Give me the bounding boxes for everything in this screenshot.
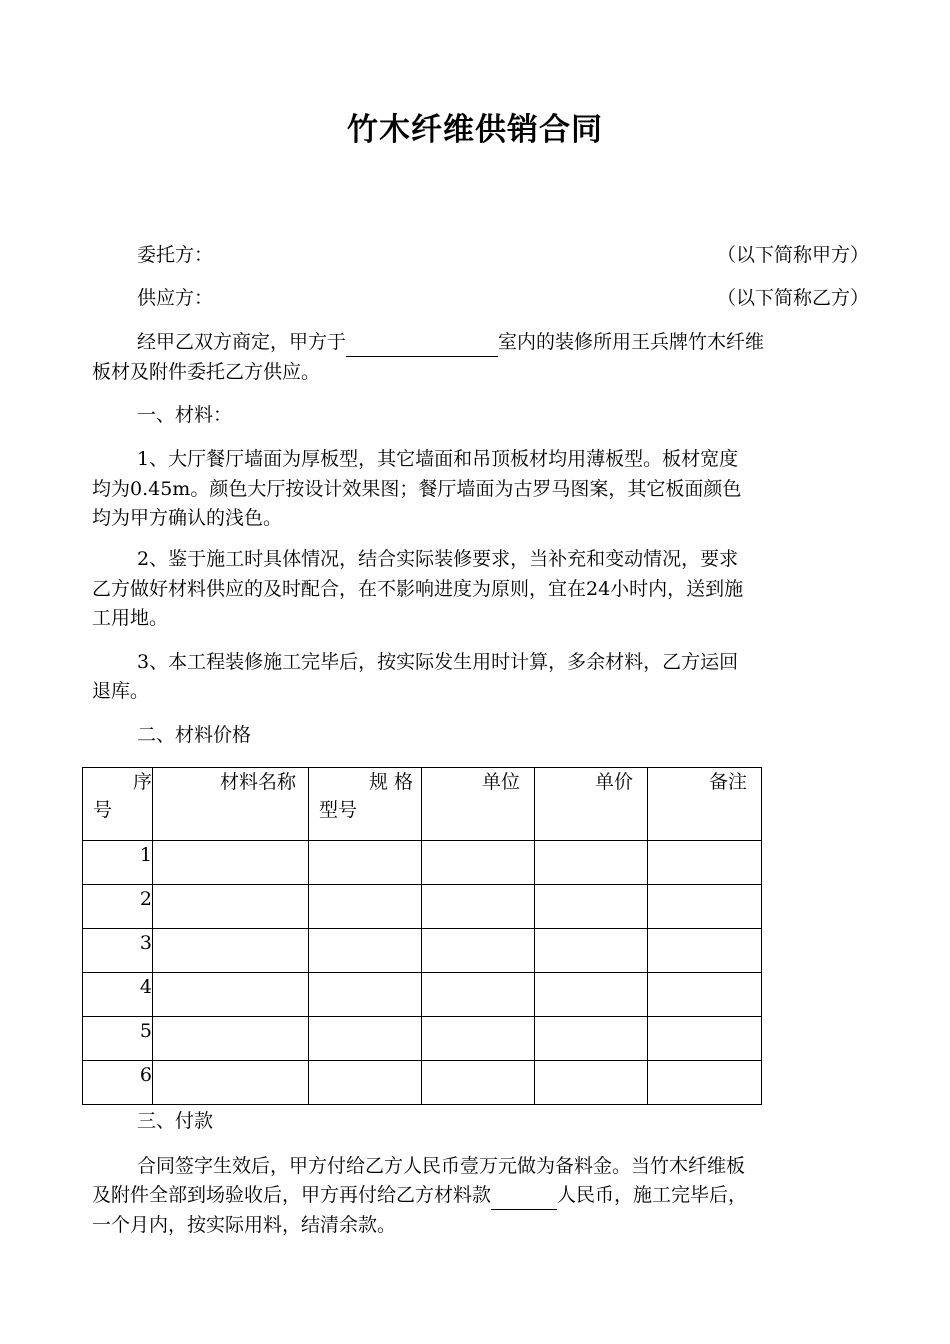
material-name-cell[interactable] [153, 841, 309, 885]
unit-cell[interactable] [422, 885, 535, 929]
table-row [83, 841, 762, 885]
supplier-note: （以下简称乙方） [717, 287, 870, 309]
material-item3-line1: 3、本工程装修施工完毕后，按实际发生用时计算，多余材料，乙方运回 [137, 651, 739, 673]
client-label: 委托方： [137, 244, 214, 266]
unit-cell[interactable] [422, 841, 535, 885]
price-cell[interactable] [535, 1061, 648, 1105]
spec-cell[interactable] [309, 841, 422, 885]
material-name-cell[interactable] [153, 973, 309, 1017]
material-item1-line2: 均为0.45m。颜色大厅按设计效果图；餐厅墙面为古罗马图案，其它板面颜色 [92, 478, 742, 500]
header-price: 单价 [594, 771, 633, 793]
row-number: 3 [83, 929, 153, 973]
spec-cell[interactable] [309, 973, 422, 1017]
unit-cell[interactable] [422, 973, 535, 1017]
client-note: （以下简称甲方） [717, 244, 870, 266]
material-item2-line2: 乙方做好材料供应的及时配合，在不影响进度为原则，宜在24小时内，送到施 [92, 578, 744, 600]
payment-line-3: 一个月内，按实际用料，结清余款。 [92, 1214, 397, 1236]
note-cell[interactable] [648, 929, 762, 973]
intro-line-1 [92, 327, 905, 357]
header-price-cell [535, 768, 648, 841]
spec-cell[interactable] [309, 929, 422, 973]
header-spec-cell [309, 768, 422, 841]
material-name-cell[interactable] [153, 929, 309, 973]
unit-cell[interactable] [422, 1061, 535, 1105]
note-cell[interactable] [648, 841, 762, 885]
material-item2-line3: 工用地。 [92, 607, 169, 629]
spec-cell[interactable] [309, 1061, 422, 1105]
header-note-cell [648, 768, 762, 841]
section1-heading: 一、材料： [137, 404, 233, 426]
unit-cell[interactable] [422, 1017, 535, 1061]
payment-text-b: 人民币，施工完毕后， [557, 1184, 748, 1206]
table-row [83, 973, 762, 1017]
header-note: 备注 [708, 771, 747, 793]
table-row [83, 1061, 762, 1105]
note-cell[interactable] [648, 885, 762, 929]
row-number: 2 [83, 885, 153, 929]
intro-line-2: 板材及附件委托乙方供应。 [92, 361, 321, 383]
header-unit-cell [422, 768, 535, 841]
table-row [83, 885, 762, 929]
location-blank [346, 334, 498, 357]
document-title: 竹木纤维供销合同 [347, 112, 603, 148]
intro-text-part2: 室内的装修所用王兵牌竹木纤维 [498, 331, 765, 353]
material-name-cell[interactable] [153, 1017, 309, 1061]
spec-cell[interactable] [309, 1017, 422, 1061]
price-cell[interactable] [535, 1017, 648, 1061]
header-name: 材料名称 [219, 771, 296, 793]
note-cell[interactable] [648, 1061, 762, 1105]
row-number: 6 [83, 1061, 153, 1105]
row-number: 4 [83, 973, 153, 1017]
material-name-cell[interactable] [153, 1061, 309, 1105]
row-number: 1 [83, 841, 153, 885]
section3-heading: 三、付款 [137, 1110, 214, 1132]
note-cell[interactable] [648, 1017, 762, 1061]
unit-cell[interactable] [422, 929, 535, 973]
material-item3-line2: 退库。 [92, 680, 150, 702]
material-item1-line3: 均为甲方确认的浅色。 [92, 507, 283, 529]
price-cell[interactable] [535, 841, 648, 885]
intro-text-part1: 经甲乙双方商定，甲方于 [137, 331, 347, 353]
header-name-cell [153, 768, 309, 841]
supplier-label: 供应方： [137, 287, 214, 309]
table-row [83, 1017, 762, 1061]
table-header-row [83, 768, 762, 841]
payment-text-a: 及附件全部到场验收后，甲方再付给乙方材料款 [92, 1184, 492, 1206]
header-unit: 单位 [481, 771, 520, 793]
material-price-table [82, 767, 762, 1105]
note-cell[interactable] [648, 973, 762, 1017]
supplier-party-line [92, 283, 905, 313]
payment-line-1: 合同签字生效后，甲方付给乙方人民币壹万元做为备料金。当竹木纤维板 [137, 1155, 746, 1177]
material-amount-blank [491, 1187, 557, 1210]
client-party-line [92, 240, 905, 270]
header-seq-bottom: 号 [93, 799, 113, 821]
header-seq-cell [83, 768, 153, 841]
spec-cell[interactable] [309, 885, 422, 929]
header-spec-bottom: 型号 [319, 799, 358, 821]
payment-line-2 [92, 1180, 860, 1210]
header-spec-top: 规 格 [368, 771, 413, 793]
header-seq-top: 序 [132, 771, 152, 793]
row-number: 5 [83, 1017, 153, 1061]
table-row [83, 929, 762, 973]
material-name-cell[interactable] [153, 885, 309, 929]
price-cell[interactable] [535, 929, 648, 973]
price-cell[interactable] [535, 885, 648, 929]
section2-heading: 二、材料价格 [137, 724, 252, 746]
price-cell[interactable] [535, 973, 648, 1017]
material-item1-line1: 1、大厅餐厅墙面为厚板型，其它墙面和吊顶板材均用薄板型。板材宽度 [137, 448, 739, 470]
material-item2-line1: 2、鉴于施工时具体情况，结合实际装修要求，当补充和变动情况，要求 [137, 548, 739, 570]
